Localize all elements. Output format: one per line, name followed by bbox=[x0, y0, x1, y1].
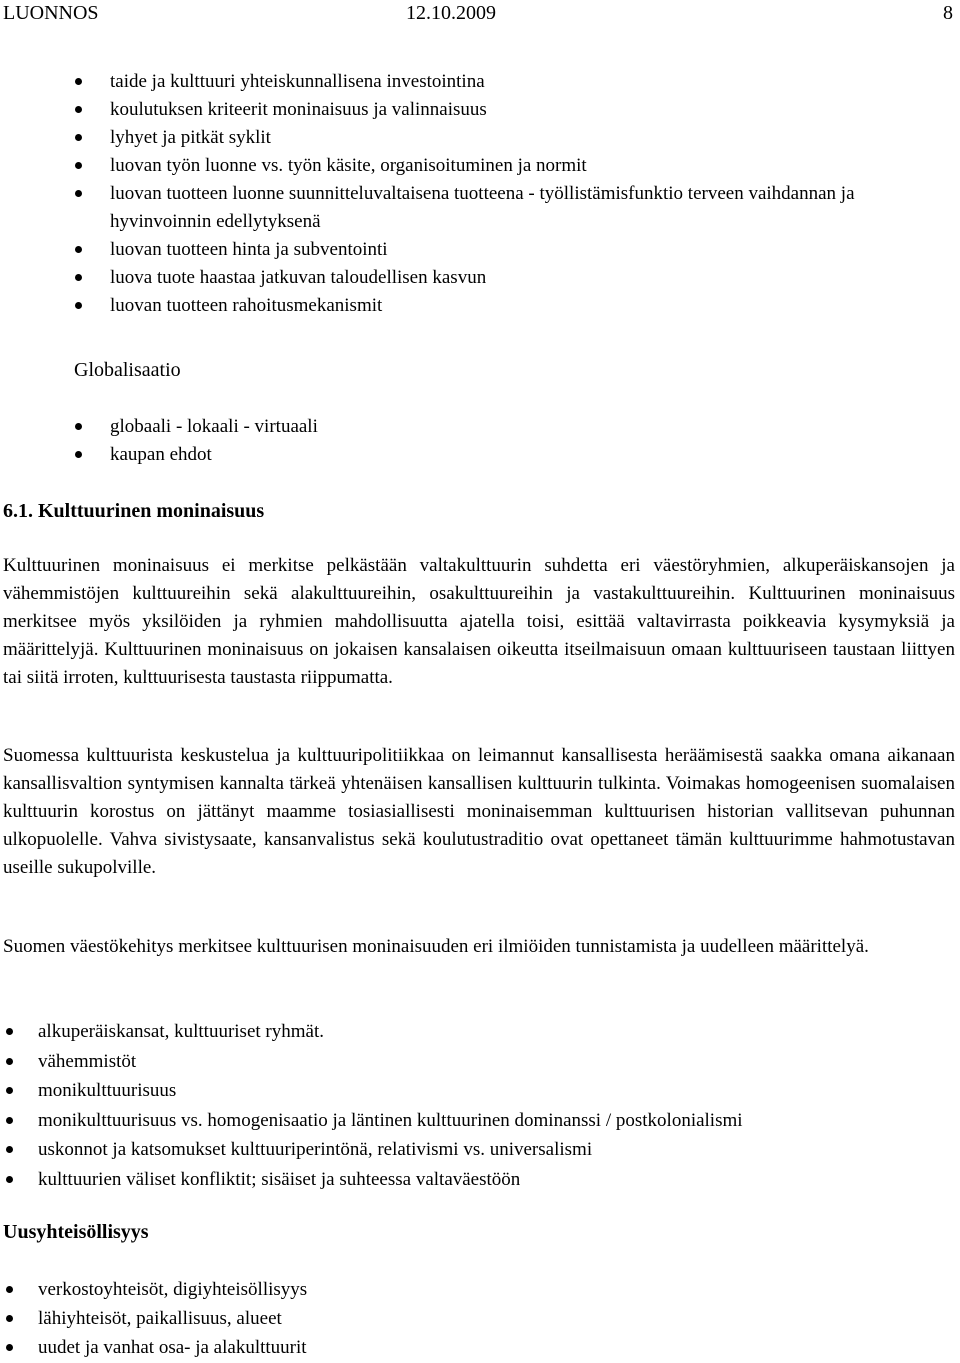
list-item: verkostoyhteisöt, digiyhteisöllisyys bbox=[0, 1276, 960, 1305]
list-item: uskonnot ja katsomukset kulttuuriperintönä, relativismi vs. universalismi bbox=[0, 1136, 960, 1166]
bullet-icon bbox=[75, 190, 82, 197]
list-item: lyhyet ja pitkät syklit bbox=[0, 124, 910, 152]
bullet-icon bbox=[75, 302, 82, 309]
paragraph: Suomen väestökehitys merkitsee kulttuurisen moninaisuuden eri ilmiöiden tunnistamista ja uudelleen määrittelyä. bbox=[3, 936, 869, 957]
list-item: vähemmistöt bbox=[0, 1048, 960, 1078]
bullet-icon bbox=[75, 162, 82, 169]
diversity-list bbox=[0, 1018, 960, 1195]
page-number: 8 bbox=[943, 2, 953, 24]
bullet-icon bbox=[75, 246, 82, 253]
globalisaatio-list bbox=[0, 413, 960, 469]
bullet-icon bbox=[75, 274, 82, 281]
bullet-icon bbox=[6, 1087, 13, 1094]
list-item: kulttuurien väliset konfliktit; sisäiset ja suhteessa valtaväestöön bbox=[0, 1166, 960, 1196]
bullet-icon bbox=[6, 1146, 13, 1153]
list-item: luovan työn luonne vs. työn käsite, organisoituminen ja normit bbox=[0, 152, 910, 180]
bullet-icon bbox=[6, 1117, 13, 1124]
uusyhteisollisyys-heading: Uusyhteisöllisyys bbox=[3, 1221, 149, 1243]
list-item: taide ja kulttuuri yhteiskunnallisena investointina bbox=[0, 68, 910, 96]
bullet-icon bbox=[6, 1176, 13, 1183]
section-heading: 6.1. Kulttuurinen moninaisuus bbox=[3, 500, 265, 522]
list-item: lähiyhteisöt, paikallisuus, alueet bbox=[0, 1305, 960, 1334]
bullet-icon bbox=[75, 423, 82, 430]
bullet-icon bbox=[6, 1058, 13, 1065]
list-item: luovan tuotteen hinta ja subventointi bbox=[0, 236, 910, 264]
topic-list bbox=[0, 68, 960, 320]
bullet-icon bbox=[6, 1286, 13, 1293]
list-item: luovan tuotteen rahoitusmekanismit bbox=[0, 292, 910, 320]
globalisaatio-heading: Globalisaatio bbox=[74, 359, 181, 381]
bullet-icon bbox=[6, 1028, 13, 1035]
bullet-icon bbox=[75, 78, 82, 85]
paragraph: Suomessa kulttuurista keskustelua ja kulttuuripolitiikkaa on leimannut kansallisesta heräämisestä saakka omana aikanaan kansallisvaltion syntymisen kannalta tärkeä yhtenäisen kansallisen kulttuurin tulkinta. Voimakas homogeenisen suomalaisen kulttuurin korostus on jättänyt maamme tosiasiallisesti moninaisemman kulttuurisen historian vallitsevan puhunnan ulkopuolelle. Vahva sivistysaate, kansanvalistus sekä koulutustraditio ovat opettaneet tämän kulttuurimme hahmotustavan useille sukupolville. bbox=[3, 745, 955, 878]
list-item: monikulttuurisuus vs. homogenisaatio ja läntinen kulttuurinen dominanssi / postkolonialismi bbox=[0, 1107, 960, 1137]
bullet-icon bbox=[6, 1344, 13, 1351]
list-item: luovan tuotteen luonne suunnitteluvaltaisena tuotteena - työllistämisfunktio terveen vaihdannan ja hyvinvoinnin edellytyksenä bbox=[0, 180, 910, 236]
header-date: 12.10.2009 bbox=[406, 2, 496, 24]
paragraph: Kulttuurinen moninaisuus ei merkitse pelkästään valtakulttuurin suhdetta eri väestöryhmien, alkuperäiskansojen ja vähemmistöjen kulttuureihin sekä alakulttuureihin, osakulttuureihin ja vastakulttuureihin. Kulttuurinen moninaisuus merkitsee myös yksilöiden ja ryhmien mahdollisuutta ajatella toisi, esittää valtavirrasta poikkeavia kysymyksiä ja määrittelyjä. Kulttuurinen moninaisuus on jokaisen kansalaisen oikeutta itseilmaisuun omaan kulttuuriseen taustaan liittyen tai siitä irroten, kulttuurisesta taustasta riippumatta. bbox=[3, 555, 955, 688]
list-item: uudet ja vanhat osa- ja alakulttuurit bbox=[0, 1334, 960, 1363]
list-item: kaupan ehdot bbox=[0, 441, 960, 469]
bullet-icon bbox=[75, 134, 82, 141]
bullet-icon bbox=[6, 1315, 13, 1322]
list-item: monikulttuurisuus bbox=[0, 1077, 960, 1107]
community-list bbox=[0, 1276, 960, 1363]
bullet-icon bbox=[75, 451, 82, 458]
list-item: globaali - lokaali - virtuaali bbox=[0, 413, 960, 441]
page-header bbox=[3, 0, 953, 28]
bullet-icon bbox=[75, 106, 82, 113]
draft-label: LUONNOS bbox=[3, 2, 99, 24]
list-item: koulutuksen kriteerit moninaisuus ja valinnaisuus bbox=[0, 96, 910, 124]
list-item: alkuperäiskansat, kulttuuriset ryhmät. bbox=[0, 1018, 960, 1048]
list-item: luova tuote haastaa jatkuvan taloudellisen kasvun bbox=[0, 264, 910, 292]
